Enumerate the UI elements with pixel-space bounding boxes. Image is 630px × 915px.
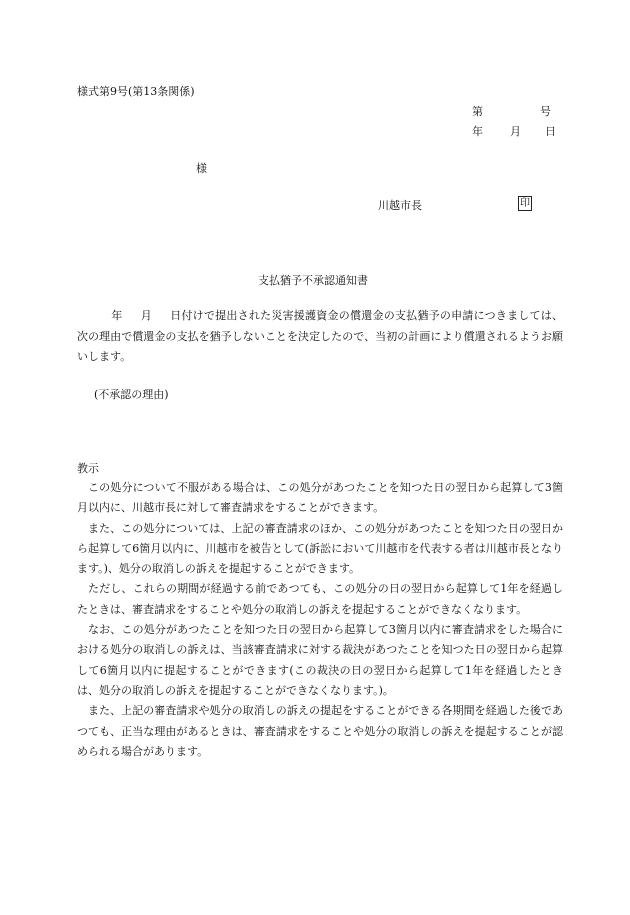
date-year-label: 年 [472, 125, 483, 138]
instruction-paragraph: また、この処分については、上記の審査請求のほか、この処分があつたことを知つた日の翌日から起算して6箇月以内に、川越市を被告として(訴訟において川越市を代表する者は川越市長となります。)、処分の取消しの訴えを提起することができます。 [77, 521, 563, 576]
instruction-text [77, 478, 563, 762]
form-number: 様式第9号(第13条関係) [77, 85, 195, 98]
instruction-paragraph: また、上記の審査請求や処分の取消しの訴えの提起をすることができる各期間を経過した後であつても、正当な理由があるときは、審査請求をすることや処分の取消しの訴えを提起することが認められる場合があります。 [77, 704, 563, 758]
reason-label: (不承認の理由) [94, 388, 169, 401]
document-number-suffix: 号 [540, 105, 551, 118]
addressee-honorific: 様 [196, 162, 207, 175]
instruction-heading: 教示 [77, 462, 99, 475]
instruction-paragraph: ただし、これらの期間が経過する前であつても、この処分の日の翌日から起算して1年を経過したときは、審査請求をすることや処分の取消しの訴えを提起することができなくなります。 [77, 582, 563, 616]
body-month-label: 月 [140, 309, 152, 322]
date-month-label: 月 [510, 125, 521, 138]
notification-body [77, 306, 563, 368]
document-title: 支払猶予不承認通知書 [258, 274, 368, 287]
sender-title: 川越市長 [378, 199, 422, 212]
date-day-label: 日 [545, 125, 556, 138]
body-text: 日付けで提出された災害援護資金の償還金の支払猶予の申請につきましては、次の理由で償還金の支払を猶予しないことを決定したので、当初の計画により償還されるようお願いします。 [77, 309, 564, 363]
seal-mark: 印 [518, 196, 532, 211]
instruction-paragraph: この処分について不服がある場合は、この処分があつたことを知つた日の翌日から起算して3箇月以内に、川越市長に対して審査請求をすることができます。 [77, 481, 563, 515]
body-year-label: 年 [111, 309, 123, 322]
instruction-paragraph: なお、この処分があつたことを知つた日の翌日から起算して3箇月以内に審査請求をした場合における処分の取消しの訴えは、当該審査請求に対する裁決があつたことを知つた日の翌日から起算して6箇月以内に提起することができます(この裁決の日の翌日から起算して1年を経過したときは、処分の取消しの訴えを提起することができなくなります。)。 [77, 623, 563, 697]
document-number-prefix: 第 [472, 105, 483, 118]
